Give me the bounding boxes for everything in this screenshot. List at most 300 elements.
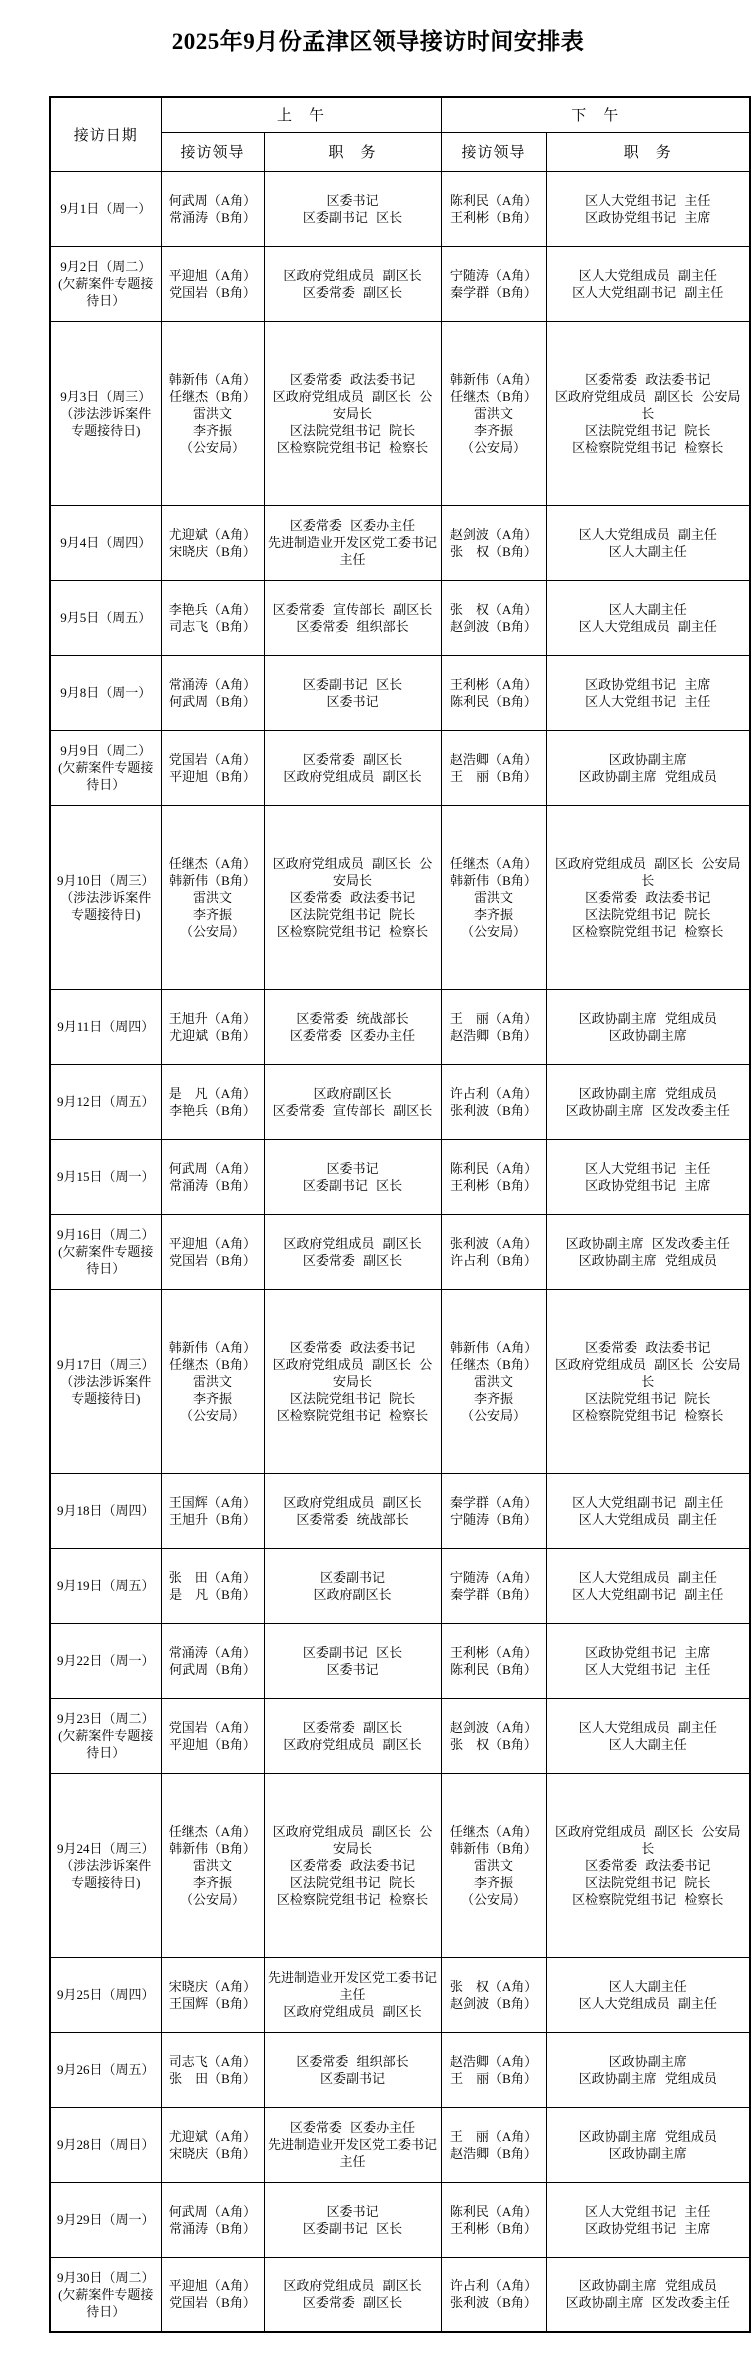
date-cell bbox=[50, 805, 161, 989]
am-leader-cell-line: 李艳兵（B角） bbox=[169, 1102, 256, 1118]
pm-leader-cell-line: 赵浩卿（B角） bbox=[450, 1027, 537, 1043]
pm-position-cell-line: 区政府党组成员 副区长 公安局长 bbox=[555, 1356, 741, 1389]
pm-leader-cell bbox=[441, 1698, 546, 1773]
pm-position-cell-line: 区委常委 政法委书记 bbox=[585, 889, 711, 905]
am-leader-cell bbox=[161, 1773, 264, 1957]
am-position-cell-line: 区政府党组成员 副区长 公安局长 bbox=[272, 388, 433, 421]
pm-leader-cell-line: 赵剑波（B角） bbox=[450, 1995, 537, 2011]
am-position-cell bbox=[264, 2182, 441, 2257]
am-position-cell bbox=[264, 1139, 441, 1214]
pm-position-cell bbox=[546, 1473, 750, 1548]
am-leader-cell-line: 党国岩（A角） bbox=[168, 1719, 257, 1735]
am-position-cell bbox=[264, 1548, 441, 1623]
pm-position-cell-line: 区政协副主席 区发改委主任 bbox=[565, 2295, 730, 2311]
am-position-cell bbox=[264, 2107, 441, 2182]
pm-leader-cell bbox=[441, 730, 546, 805]
pm-position-cell-line: 区人大副主任 bbox=[608, 543, 687, 559]
header-am-leader: 接访领导 bbox=[161, 132, 264, 171]
am-leader-cell-line: 尤迎斌（A角） bbox=[168, 2128, 257, 2144]
pm-position-cell-line: 区人大党组书记 主任 bbox=[585, 1160, 711, 1176]
date-cell bbox=[50, 1064, 161, 1139]
am-leader-cell bbox=[161, 580, 264, 655]
date-cell bbox=[50, 730, 161, 805]
pm-leader-cell-line: （公安局） bbox=[461, 439, 527, 455]
am-leader-cell-line: 王国辉（A角） bbox=[168, 1494, 257, 1510]
am-leader-cell-line: 何武周（B角） bbox=[169, 1661, 256, 1677]
am-leader-cell bbox=[161, 321, 264, 505]
table-row bbox=[50, 1698, 750, 1773]
am-position-cell bbox=[264, 805, 441, 989]
am-position-cell-line: 区法院党组书记 院长 bbox=[289, 906, 416, 922]
am-position-cell-line: 区委常委 组织部长 bbox=[296, 2053, 409, 2069]
pm-leader-cell-line: 任继杰（B角） bbox=[450, 1356, 537, 1372]
am-position-cell-line: 区委常委 宣传部长 副区长 bbox=[272, 601, 433, 617]
pm-leader-cell bbox=[441, 2182, 546, 2257]
pm-leader-cell bbox=[441, 2257, 546, 2332]
am-position-cell bbox=[264, 1773, 441, 1957]
am-leader-cell-line: 王旭升（B角） bbox=[169, 1511, 256, 1527]
pm-position-cell-line: 区政协副主席 区发改委主任 bbox=[565, 1235, 730, 1251]
am-position-cell-line: 区委副书记 区长 bbox=[302, 2220, 403, 2236]
am-position-cell-line: 区政府党组成员 副区长 bbox=[283, 1736, 422, 1752]
date-cell-line: (欠薪案件专题接待日） bbox=[58, 1244, 154, 1276]
am-leader-cell bbox=[161, 2107, 264, 2182]
am-position-cell-line: 区政府副区长 bbox=[313, 1085, 392, 1101]
am-position-cell bbox=[264, 580, 441, 655]
am-position-cell bbox=[264, 989, 441, 1064]
am-position-cell-line: 区委常委 政法委书记 bbox=[289, 371, 416, 387]
am-position-cell bbox=[264, 655, 441, 730]
am-position-cell-line: 区委副书记 区长 bbox=[302, 1177, 403, 1193]
pm-leader-cell-line: 雷洪文 bbox=[474, 1373, 514, 1389]
pm-position-cell-line: 区人大党组成员 副主任 bbox=[578, 1511, 717, 1527]
am-position-cell-line: 先进制造业开发区党工委书记 主任 bbox=[268, 2137, 438, 2169]
date-cell-line: 9月30日（周二） bbox=[56, 2269, 155, 2285]
am-leader-cell bbox=[161, 1064, 264, 1139]
pm-leader-cell-line: 任继杰（B角） bbox=[450, 388, 537, 404]
pm-leader-cell-line: 赵剑波（A角） bbox=[449, 526, 538, 542]
am-leader-cell-line: 李齐振 bbox=[192, 1390, 232, 1406]
pm-leader-cell-line: 宁随涛（B角） bbox=[450, 1511, 537, 1527]
am-leader-cell bbox=[161, 2032, 264, 2107]
pm-leader-cell-line: （公安局） bbox=[461, 1407, 527, 1423]
pm-position-cell bbox=[546, 1548, 750, 1623]
pm-position-cell-line: 区政府党组成员 副区长 公安局长 bbox=[555, 1823, 741, 1856]
pm-position-cell bbox=[546, 2032, 750, 2107]
date-cell-line: 9月1日（周一） bbox=[60, 201, 152, 216]
am-leader-cell-line: 宋晓庆（B角） bbox=[169, 543, 256, 559]
am-position-cell bbox=[264, 1214, 441, 1289]
table-row bbox=[50, 1773, 750, 1957]
date-cell bbox=[50, 580, 161, 655]
pm-position-cell-line: 区政协副主席 党组成员 bbox=[578, 768, 717, 784]
am-leader-cell-line: 李齐振 bbox=[192, 1874, 232, 1890]
table-row bbox=[50, 655, 750, 730]
pm-position-cell-line: 区政协党组书记 主席 bbox=[585, 209, 711, 225]
am-position-cell-line: 区检察院党组书记 检察长 bbox=[276, 439, 429, 455]
pm-leader-cell bbox=[441, 2107, 546, 2182]
table-row bbox=[50, 2032, 750, 2107]
am-leader-cell-line: 任继杰（A角） bbox=[168, 855, 257, 871]
pm-position-cell bbox=[546, 730, 750, 805]
date-cell bbox=[50, 1289, 161, 1473]
am-position-cell-line: 区委常委 副区长 bbox=[302, 2295, 403, 2311]
pm-position-cell-line: 区人大党组副书记 副主任 bbox=[572, 1494, 724, 1510]
header-pm-leader: 接访领导 bbox=[441, 132, 546, 171]
pm-leader-cell-line: 张 权（B角） bbox=[450, 543, 537, 559]
date-cell bbox=[50, 246, 161, 321]
date-cell-line: （涉法涉诉案件 bbox=[60, 1373, 152, 1389]
pm-position-cell-line: 区人大副主任 bbox=[608, 601, 687, 617]
date-cell-line: 9月18日（周四） bbox=[56, 1503, 155, 1518]
pm-position-cell-line: 区人大党组成员 副主任 bbox=[578, 1569, 717, 1585]
pm-leader-cell-line: 陈利民（B角） bbox=[450, 693, 537, 709]
pm-position-cell bbox=[546, 1139, 750, 1214]
pm-position-cell-line: 区人大党组成员 副主任 bbox=[578, 1995, 717, 2011]
pm-position-cell bbox=[546, 246, 750, 321]
pm-position-cell bbox=[546, 580, 750, 655]
am-leader-cell-line: 常涌涛（A角） bbox=[168, 676, 257, 692]
am-position-cell-line: 区政府党组成员 副区长 公安局长 bbox=[272, 855, 433, 888]
am-position-cell-line: 区检察院党组书记 检察长 bbox=[276, 1891, 429, 1907]
am-leader-cell bbox=[161, 730, 264, 805]
date-cell-line: （涉法涉诉案件 bbox=[60, 1857, 152, 1873]
header-date: 接访日期 bbox=[50, 97, 161, 171]
pm-leader-cell-line: 王利彬（B角） bbox=[450, 2220, 537, 2236]
pm-leader-cell bbox=[441, 1139, 546, 1214]
pm-leader-cell-line: 张利波（A角） bbox=[449, 1235, 538, 1251]
pm-leader-cell bbox=[441, 1548, 546, 1623]
am-leader-cell-line: 李齐振 bbox=[192, 906, 232, 922]
pm-position-cell bbox=[546, 1289, 750, 1473]
am-leader-cell bbox=[161, 805, 264, 989]
am-leader-cell-line: 雷洪文 bbox=[192, 889, 232, 905]
pm-position-cell-line: 区人大副主任 bbox=[608, 1736, 687, 1752]
am-leader-cell-line: 何武周（A角） bbox=[168, 1160, 257, 1176]
am-position-cell-line: 区政府党组成员 副区长 bbox=[283, 1494, 422, 1510]
pm-position-cell-line: 区法院党组书记 院长 bbox=[585, 1390, 711, 1406]
date-cell-line: 9月26日（周五） bbox=[56, 2062, 155, 2077]
am-leader-cell-line: 宋晓庆（A角） bbox=[168, 1978, 257, 1994]
pm-position-cell bbox=[546, 989, 750, 1064]
date-cell-line: 专题接待日) bbox=[71, 906, 141, 922]
date-cell-line: 9月9日（周二） bbox=[60, 743, 152, 758]
table-header bbox=[50, 97, 750, 171]
am-leader-cell bbox=[161, 2257, 264, 2332]
pm-leader-cell-line: 张利波（B角） bbox=[450, 1102, 537, 1118]
date-cell-line: 专题接待日) bbox=[71, 422, 141, 438]
date-cell-line: 专题接待日) bbox=[71, 1390, 141, 1406]
pm-position-cell-line: 区委常委 政法委书记 bbox=[585, 1339, 711, 1355]
pm-leader-cell-line: 韩新伟（B角） bbox=[450, 872, 537, 888]
date-cell bbox=[50, 1139, 161, 1214]
am-leader-cell bbox=[161, 1957, 264, 2032]
am-position-cell-line: 区委常委 宣传部长 副区长 bbox=[272, 1102, 433, 1118]
pm-position-cell-line: 区人大党组书记 主任 bbox=[585, 693, 711, 709]
pm-leader-cell-line: 张利波（B角） bbox=[450, 2295, 537, 2311]
table-row bbox=[50, 321, 750, 505]
table-row bbox=[50, 246, 750, 321]
am-leader-cell-line: （公安局） bbox=[179, 923, 245, 939]
pm-position-cell-line: 区检察院党组书记 检察长 bbox=[572, 1407, 724, 1423]
am-leader-cell-line: 雷洪文 bbox=[192, 1857, 232, 1873]
am-leader-cell-line: 司志飞（B角） bbox=[169, 618, 256, 634]
am-position-cell bbox=[264, 1957, 441, 2032]
am-position-cell-line: 区委书记 bbox=[326, 1160, 379, 1176]
pm-leader-cell-line: 秦学群（B角） bbox=[450, 1586, 537, 1602]
table-row bbox=[50, 1548, 750, 1623]
pm-leader-cell-line: 王 丽（B角） bbox=[450, 2070, 537, 2086]
am-leader-cell-line: 党国岩（B角） bbox=[169, 2295, 256, 2311]
date-cell bbox=[50, 2182, 161, 2257]
date-cell bbox=[50, 1473, 161, 1548]
am-position-cell bbox=[264, 1698, 441, 1773]
pm-position-cell-line: 区人大党组成员 副主任 bbox=[578, 618, 717, 634]
am-leader-cell-line: 党国岩（A角） bbox=[168, 751, 257, 767]
am-leader-cell-line: 王国辉（B角） bbox=[169, 1995, 256, 2011]
date-cell-line: 9月23日（周二） bbox=[56, 1711, 155, 1726]
pm-leader-cell-line: 王利彬（A角） bbox=[449, 1644, 538, 1660]
am-position-cell-line: 区委副书记 bbox=[320, 2070, 386, 2086]
pm-position-cell-line: 区政府党组成员 副区长 公安局长 bbox=[555, 855, 741, 888]
date-cell-line: 9月11日（周四） bbox=[57, 1019, 155, 1034]
pm-position-cell-line: 区人大副主任 bbox=[608, 1978, 687, 1994]
am-position-cell-line: 先进制造业开发区党工委书记 主任 bbox=[268, 1970, 438, 2002]
am-leader-cell-line: 党国岩（B角） bbox=[169, 1252, 256, 1268]
am-leader-cell-line: 是 凡（A角） bbox=[168, 1085, 257, 1101]
pm-leader-cell bbox=[441, 1473, 546, 1548]
pm-position-cell-line: 区政协党组书记 主席 bbox=[585, 676, 711, 692]
header-pm-position: 职 务 bbox=[546, 132, 750, 171]
am-position-cell-line: 区检察院党组书记 检察长 bbox=[276, 923, 429, 939]
am-leader-cell bbox=[161, 989, 264, 1064]
pm-position-cell-line: 区政协副主席 党组成员 bbox=[578, 1010, 717, 1026]
table-row bbox=[50, 1957, 750, 2032]
pm-position-cell bbox=[546, 2182, 750, 2257]
am-leader-cell-line: 常涌涛（B角） bbox=[169, 1177, 256, 1193]
pm-leader-cell bbox=[441, 1773, 546, 1957]
pm-leader-cell-line: 任继杰（A角） bbox=[449, 1823, 538, 1839]
pm-leader-cell-line: 陈利民（A角） bbox=[449, 192, 538, 208]
am-leader-cell-line: 任继杰（B角） bbox=[169, 1356, 256, 1372]
date-cell bbox=[50, 1214, 161, 1289]
am-position-cell-line: 区政府党组成员 副区长 bbox=[283, 267, 422, 283]
date-cell bbox=[50, 505, 161, 580]
pm-leader-cell bbox=[441, 1289, 546, 1473]
pm-leader-cell-line: 任继杰（A角） bbox=[449, 855, 538, 871]
table-row bbox=[50, 2182, 750, 2257]
pm-leader-cell-line: 韩新伟（A角） bbox=[449, 371, 538, 387]
am-leader-cell-line: 尤迎斌（A角） bbox=[168, 526, 257, 542]
pm-leader-cell-line: 韩新伟（B角） bbox=[450, 1840, 537, 1856]
date-cell bbox=[50, 2257, 161, 2332]
pm-leader-cell bbox=[441, 580, 546, 655]
date-cell bbox=[50, 1623, 161, 1698]
am-position-cell bbox=[264, 730, 441, 805]
pm-position-cell-line: 区政协副主席 党组成员 bbox=[578, 2128, 717, 2144]
pm-leader-cell-line: 陈利民（A角） bbox=[449, 1160, 538, 1176]
pm-leader-cell-line: 李齐振 bbox=[474, 1390, 514, 1406]
pm-leader-cell-line: 王 丽（A角） bbox=[449, 1010, 538, 1026]
pm-leader-cell-line: 雷洪文 bbox=[474, 889, 514, 905]
am-leader-cell-line: 何武周（A角） bbox=[168, 192, 257, 208]
pm-leader-cell bbox=[441, 246, 546, 321]
am-leader-cell bbox=[161, 1623, 264, 1698]
am-leader-cell-line: 任继杰（A角） bbox=[168, 1823, 257, 1839]
am-leader-cell-line: 何武周（B角） bbox=[169, 693, 256, 709]
date-cell-line: 9月3日（周三） bbox=[60, 388, 152, 404]
pm-position-cell-line: 区政协副主席 bbox=[608, 1027, 687, 1043]
am-position-cell-line: 区委常委 政法委书记 bbox=[289, 1339, 416, 1355]
date-cell-line: 9月12日（周五） bbox=[56, 1094, 155, 1109]
am-position-cell-line: 区委常委 组织部长 bbox=[296, 618, 409, 634]
am-position-cell-line: 区委副书记 区长 bbox=[302, 676, 403, 692]
am-leader-cell-line: 何武周（A角） bbox=[168, 2203, 257, 2219]
pm-position-cell-line: 区政协副主席 党组成员 bbox=[578, 2278, 717, 2294]
table-row bbox=[50, 505, 750, 580]
pm-leader-cell bbox=[441, 505, 546, 580]
date-cell-line: 9月24日（周三） bbox=[56, 1840, 155, 1856]
am-leader-cell-line: 任继杰（B角） bbox=[169, 388, 256, 404]
am-leader-cell-line: 平迎旭（B角） bbox=[169, 768, 256, 784]
am-position-cell-line: 区委常委 副区长 bbox=[302, 1719, 403, 1735]
date-cell-line: 9月15日（周一） bbox=[56, 1169, 155, 1184]
am-leader-cell-line: 常涌涛（B角） bbox=[169, 2220, 256, 2236]
am-leader-cell-line: （公安局） bbox=[179, 439, 245, 455]
pm-position-cell bbox=[546, 655, 750, 730]
header-am-position: 职 务 bbox=[264, 132, 441, 171]
am-leader-cell-line: 常涌涛（B角） bbox=[169, 209, 256, 225]
table-row bbox=[50, 2257, 750, 2332]
am-position-cell-line: 区委常委 副区长 bbox=[302, 284, 403, 300]
date-cell-line: (欠薪案件专题接待日） bbox=[58, 2286, 154, 2319]
date-cell bbox=[50, 2107, 161, 2182]
pm-position-cell-line: 区委常委 政法委书记 bbox=[585, 1857, 711, 1873]
pm-position-cell-line: 区法院党组书记 院长 bbox=[585, 1874, 711, 1890]
pm-position-cell-line: 区政协副主席 党组成员 bbox=[578, 1252, 717, 1268]
date-cell-line: 9月22日（周一） bbox=[56, 1653, 155, 1668]
pm-leader-cell-line: 雷洪文 bbox=[474, 1857, 514, 1873]
am-position-cell-line: 区委常委 区委办主任 bbox=[289, 2120, 416, 2135]
date-cell-line: 9月2日（周二） bbox=[60, 259, 152, 274]
am-leader-cell-line: 韩新伟（B角） bbox=[169, 872, 256, 888]
am-position-cell-line: 区委常委 政法委书记 bbox=[289, 1857, 416, 1873]
am-position-cell-line: 区委副书记 区长 bbox=[302, 209, 403, 225]
date-cell bbox=[50, 321, 161, 505]
pm-leader-cell bbox=[441, 1064, 546, 1139]
pm-position-cell bbox=[546, 805, 750, 989]
date-cell bbox=[50, 989, 161, 1064]
am-leader-cell bbox=[161, 505, 264, 580]
am-position-cell bbox=[264, 246, 441, 321]
am-leader-cell-line: 韩新伟（A角） bbox=[168, 371, 257, 387]
date-cell-line: （涉法涉诉案件 bbox=[60, 889, 152, 905]
am-leader-cell-line: 雷洪文 bbox=[192, 1373, 232, 1389]
pm-position-cell-line: 区政府党组成员 副区长 公安局长 bbox=[555, 388, 741, 421]
date-cell bbox=[50, 2032, 161, 2107]
pm-leader-cell-line: （公安局） bbox=[461, 923, 527, 939]
pm-leader-cell bbox=[441, 171, 546, 246]
pm-leader-cell-line: 许占利（A角） bbox=[449, 1085, 538, 1101]
pm-leader-cell-line: 秦学群（B角） bbox=[450, 284, 537, 300]
date-cell-line: 9月5日（周五） bbox=[60, 610, 152, 625]
table-row bbox=[50, 171, 750, 246]
pm-position-cell-line: 区委常委 政法委书记 bbox=[585, 371, 711, 387]
pm-position-cell-line: 区政协副主席 bbox=[608, 751, 687, 767]
am-position-cell-line: 区政府党组成员 副区长 公安局长 bbox=[272, 1356, 433, 1389]
am-position-cell-line: 区委常委 区委办主任 bbox=[289, 1027, 416, 1043]
date-cell-line: 9月4日（周四） bbox=[60, 535, 152, 550]
am-position-cell bbox=[264, 2257, 441, 2332]
pm-leader-cell-line: 王利彬（A角） bbox=[449, 676, 538, 692]
am-leader-cell-line: 韩新伟（A角） bbox=[168, 1339, 257, 1355]
am-position-cell-line: 区委常委 副区长 bbox=[302, 751, 403, 767]
table-row bbox=[50, 730, 750, 805]
am-leader-cell-line: 李齐振 bbox=[192, 422, 232, 438]
am-position-cell bbox=[264, 1623, 441, 1698]
table-row bbox=[50, 1064, 750, 1139]
table-row bbox=[50, 580, 750, 655]
table-row bbox=[50, 989, 750, 1064]
pm-leader-cell-line: 宁随涛（A角） bbox=[449, 267, 538, 283]
table-row bbox=[50, 1214, 750, 1289]
am-leader-cell-line: 宋晓庆（B角） bbox=[169, 2145, 256, 2161]
am-position-cell-line: 区政府党组成员 副区长 bbox=[283, 2004, 422, 2019]
am-position-cell-line: 区委副书记 区长 bbox=[302, 1644, 403, 1660]
am-position-cell-line: 区委书记 bbox=[326, 1661, 379, 1677]
pm-leader-cell-line: 李齐振 bbox=[474, 422, 514, 438]
pm-leader-cell bbox=[441, 989, 546, 1064]
pm-leader-cell bbox=[441, 1623, 546, 1698]
am-position-cell-line: 区法院党组书记 院长 bbox=[289, 1874, 416, 1890]
am-position-cell-line: 区委常委 政法委书记 bbox=[289, 889, 416, 905]
am-position-cell-line: 区政府党组成员 副区长 bbox=[283, 768, 422, 784]
am-leader-cell bbox=[161, 246, 264, 321]
am-leader-cell-line: 王旭升（A角） bbox=[168, 1010, 257, 1026]
am-leader-cell-line: 司志飞（A角） bbox=[168, 2053, 257, 2069]
date-cell-line: 9月16日（周二） bbox=[56, 1227, 155, 1242]
date-cell-line: 9月10日（周三） bbox=[56, 872, 155, 888]
pm-leader-cell bbox=[441, 805, 546, 989]
pm-position-cell-line: 区人大党组书记 主任 bbox=[585, 1661, 711, 1677]
table-row bbox=[50, 1473, 750, 1548]
am-position-cell bbox=[264, 321, 441, 505]
pm-position-cell-line: 区人大党组成员 副主任 bbox=[578, 267, 717, 283]
pm-leader-cell-line: 雷洪文 bbox=[474, 405, 514, 421]
am-position-cell-line: 区政府副区长 bbox=[313, 1586, 392, 1602]
pm-leader-cell-line: （公安局） bbox=[461, 1891, 527, 1907]
pm-position-cell-line: 区政协副主席 党组成员 bbox=[578, 1085, 717, 1101]
header-morning: 上 午 bbox=[161, 97, 441, 132]
am-leader-cell-line: 尤迎斌（B角） bbox=[169, 1027, 256, 1043]
am-position-cell-line: 区法院党组书记 院长 bbox=[289, 422, 416, 438]
date-cell bbox=[50, 171, 161, 246]
am-leader-cell bbox=[161, 655, 264, 730]
date-cell-line: 9月19日（周五） bbox=[56, 1578, 155, 1593]
pm-leader-cell-line: 王 丽（A角） bbox=[449, 2128, 538, 2144]
pm-position-cell-line: 区法院党组书记 院长 bbox=[585, 906, 711, 922]
pm-leader-cell-line: 张 权（A角） bbox=[449, 601, 538, 617]
pm-leader-cell-line: 宁随涛（A角） bbox=[449, 1569, 538, 1585]
am-leader-cell bbox=[161, 1548, 264, 1623]
am-leader-cell bbox=[161, 1698, 264, 1773]
pm-leader-cell-line: 王利彬（B角） bbox=[450, 1177, 537, 1193]
am-position-cell-line: 区委书记 bbox=[326, 693, 379, 709]
pm-leader-cell bbox=[441, 2032, 546, 2107]
pm-position-cell-line: 区政协党组书记 主席 bbox=[585, 1177, 711, 1193]
am-leader-cell-line: 张 田（B角） bbox=[169, 2070, 256, 2086]
pm-position-cell bbox=[546, 1773, 750, 1957]
